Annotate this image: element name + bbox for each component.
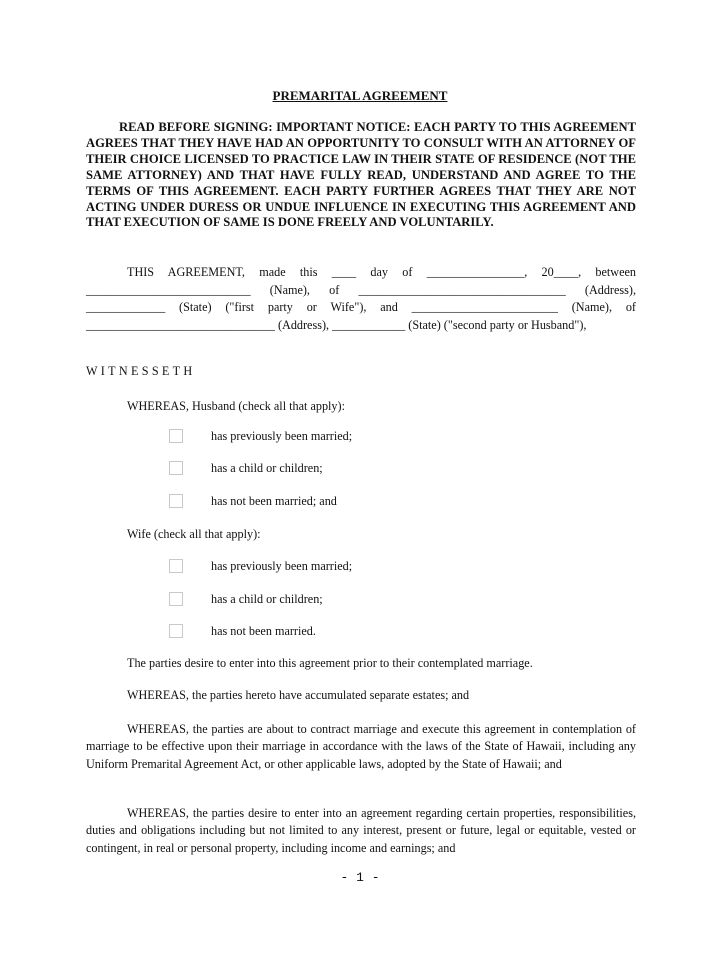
wife-heading: Wife (check all that apply):	[127, 527, 261, 541]
husband-option-children: has a child or children;	[211, 461, 323, 475]
witnesseth-heading: WITNESSETH	[86, 364, 196, 378]
wife-option-previously-married: has previously been married;	[211, 559, 353, 573]
page-number: - 1 -	[340, 870, 380, 885]
husband-checkbox-not-married[interactable]	[169, 494, 183, 508]
intent-line: The parties desire to enter into this agreement prior to their contemplated marriage.	[127, 656, 533, 670]
husband-checkbox-children[interactable]	[169, 461, 183, 475]
document-title: PREMARITAL AGREEMENT	[272, 88, 448, 103]
husband-option-previously-married: has previously been married;	[211, 429, 353, 443]
whereas-contract: WHEREAS, the parties are about to contract marriage and execute this agreement in contemplation of marriage to be effective upon their marriage in accordance with the laws of the State of Hawaii, including any Uniform Premarital Agreement Act, or other applicable laws, adopted by the State of Hawaii; and	[86, 722, 636, 771]
husband-heading: WHEREAS, Husband (check all that apply):	[127, 399, 345, 413]
husband-option-not-married: has not been married; and	[211, 494, 337, 508]
important-notice: READ BEFORE SIGNING: IMPORTANT NOTICE: EACH PARTY TO THIS AGREEMENT AGREES THAT THEY HAVE HAD AN OPPORTUNITY TO CONSULT WITH AN ATTORNEY OF THEIR CHOICE LICENSED TO PRACTICE LAW IN THEIR STATE OF RESIDENCE (NOT THE SAME ATTORNEY) AND THAT HAVE FULLY READ, UNDERSTAND AND AGREE TO THE TERMS OF THIS AGREEMENT. EACH PARTY FURTHER AGREES THAT THEY ARE NOT ACTING UNDER DURESS OR UNDUE INFLUENCE IN EXECUTING THIS AGREEMENT AND THAT EXECUTION OF SAME IS DONE FREELY AND VOLUNTARILY.	[86, 120, 636, 230]
wife-option-children: has a child or children;	[211, 592, 323, 606]
wife-option-not-married: has not been married.	[211, 624, 316, 638]
wife-checkbox-children[interactable]	[169, 592, 183, 606]
parties-paragraph: THIS AGREEMENT, made this ____ day of ________________, 20____, between ___________________________ (Name), of __________________________________ (Address), _____________ (State) ("first party or Wife"), and ________________________ (Name), of _______________________________ (Address), ____________ (State) ("second party or Husband"),	[86, 265, 636, 332]
husband-checkbox-previously-married[interactable]	[169, 429, 183, 443]
whereas-properties: WHEREAS, the parties desire to enter into an agreement regarding certain properties, responsibilities, duties and obligations including but not limited to any interest, present or future, legal or equitable, vested or contingent, in real or personal property, including income and earnings; and	[86, 806, 636, 855]
wife-checkbox-previously-married[interactable]	[169, 559, 183, 573]
wife-checkbox-not-married[interactable]	[169, 624, 183, 638]
whereas-estates: WHEREAS, the parties hereto have accumulated separate estates; and	[127, 688, 470, 702]
